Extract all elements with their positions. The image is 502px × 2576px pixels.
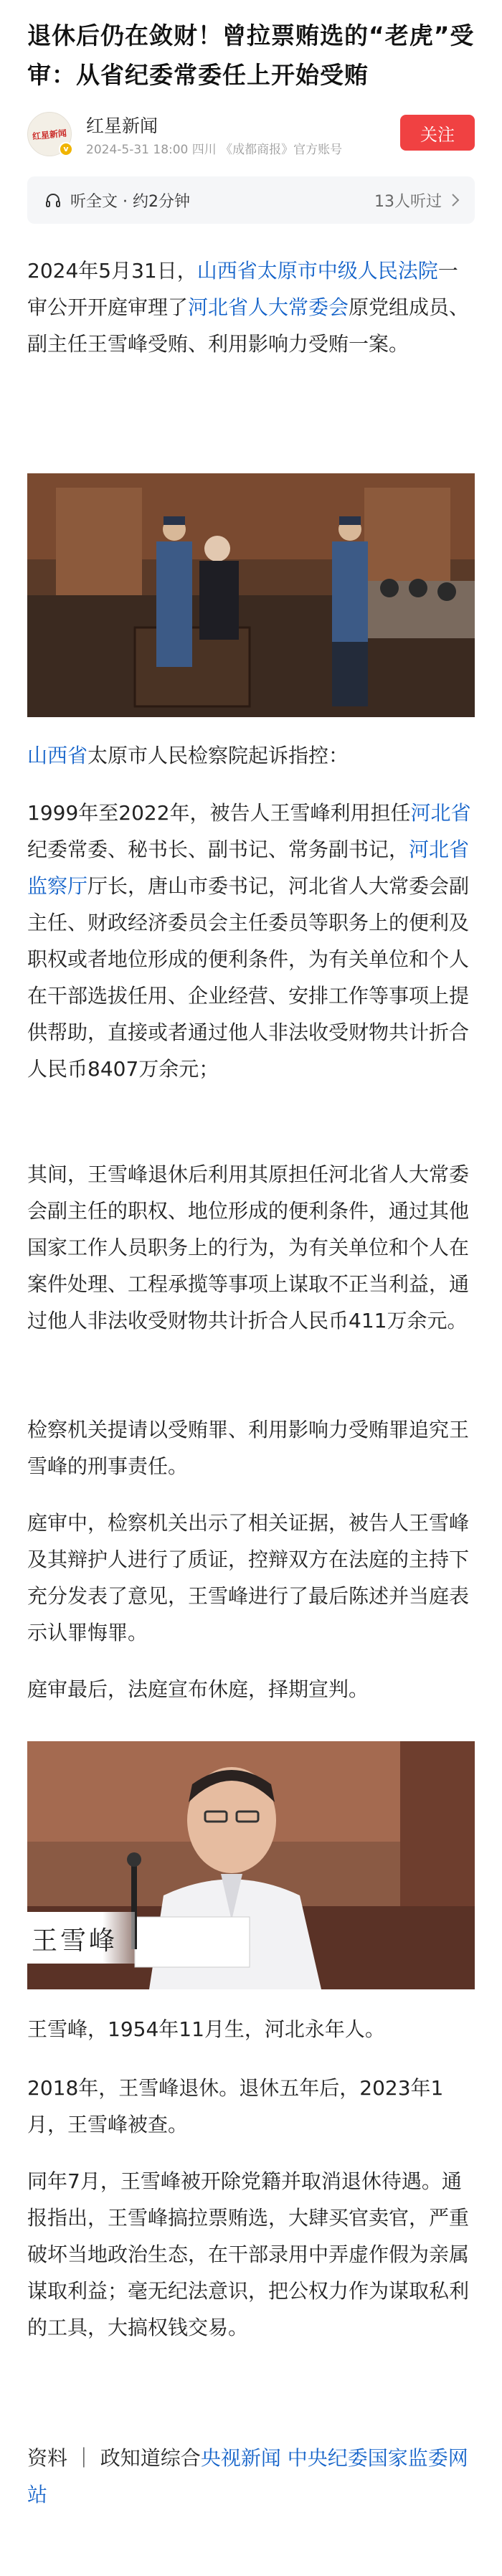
text: 太原市人民检察院起诉指控： <box>87 744 349 767</box>
text: 1999年至2022年，被告人王雪峰利用担任 <box>27 801 411 825</box>
listen-bar[interactable] <box>27 176 475 224</box>
author-bar <box>27 109 475 161</box>
text: 资料 ｜ 政知道综合 <box>27 2446 201 2470</box>
listen-count: 13人听过 <box>374 193 442 211</box>
link-hebei-npc[interactable]: 河北省人大常委会 <box>188 295 349 319</box>
avatar-logo: 红星新闻 <box>32 128 67 141</box>
name-caption: 王雪峰 <box>32 1926 118 1956</box>
paragraph-6: 庭审中，检察机关出示了相关证据，被告人王雪峰及其辩护人进行了质证，控辩双方在法庭的主持下充分发表了意见，王雪峰进行了最后陈述并当庭表示认罪悔罪。 <box>27 1511 470 1644</box>
link-cctv[interactable]: 央视新闻 <box>200 2446 281 2470</box>
paragraph-source <box>27 2440 475 2513</box>
article-title: 退休后仍在敛财！曾拉票贿选的“老虎”受审：从省纪委常委任上开始受贿 <box>27 22 475 89</box>
paragraph-1 <box>27 252 475 362</box>
text <box>281 2446 288 2470</box>
link-hebei[interactable]: 河北省 <box>410 801 471 825</box>
text: 厅长，唐山市委书记，河北省人大常委会副主任、财政经济委员会主任委员等职务上的便利及职权或者地位形成的便利条件，为有关单位和个人在干部选拔任用、企业经营、安排工作等事项上提供帮助，直接或者通过他人非法收受财物共计折合人民币8407万余元； <box>27 874 470 1081</box>
text: 2024年5月31日， <box>27 259 197 283</box>
paragraph-7: 庭审最后，法庭宣布休庭，择期宣判。 <box>27 1677 369 1701</box>
paragraph-3 <box>27 795 475 1087</box>
text: 纪委常委、秘书长、副书记、常务副书记， <box>27 838 409 861</box>
text: 原党组成员、副主任王雪峰受贿、利用影响力受贿一案。 <box>27 295 470 356</box>
verified-badge-icon: v <box>59 142 73 156</box>
portrait-photo[interactable] <box>27 1741 475 1989</box>
paragraph-5: 检察机关提请以受贿罪、利用影响力受贿罪追究王雪峰的刑事责任。 <box>27 1418 470 1478</box>
chevron-right-icon <box>450 192 460 208</box>
paragraph-10: 同年7月，王雪峰被开除党籍并取消退休待遇。通报指出，王雪峰搞拉票贿选，大肆买官卖官，严重破坏当地政治生态，在干部录用中弄虚作假为亲属谋取利益；毫无纪法意识，把公权力作为谋取私利的工具，大搞权钱交易。 <box>27 2169 470 2339</box>
listen-label: 听全文 · 约2分钟 <box>70 193 190 211</box>
name-caption-banner <box>27 1912 135 1964</box>
link-supervision-dept[interactable]: 河北省监察厅 <box>27 838 470 898</box>
author-meta: 2024-5-31 18:00 四川 《成都商报》官方账号 <box>86 143 343 157</box>
headphones-icon <box>44 191 62 209</box>
paragraph-4: 其间，王雪峰退休后利用其原担任河北省人大常委会副主任的职权、地位形成的便利条件，通过其他国家工作人员职务上的行为，为有关单位和个人在案件处理、工程承揽等事项上谋取不正当利益，通过他人非法收受财物共计折合人民币411万余元。 <box>27 1162 470 1332</box>
link-court[interactable]: 山西省太原市中级人民法院 <box>196 259 438 283</box>
text: 一审公开开庭审理了 <box>27 259 458 319</box>
court-photo[interactable] <box>27 473 475 717</box>
paragraph-2 <box>27 737 475 774</box>
link-shanxi[interactable]: 山西省 <box>27 744 88 767</box>
paragraph-8: 王雪峰，1954年11月生，河北永年人。 <box>27 2017 385 2041</box>
link-ccdi[interactable]: 中央纪委国家监委网站 <box>27 2446 468 2506</box>
paragraph-9: 2018年，王雪峰退休。退休五年后，2023年1月，王雪峰被查。 <box>27 2076 444 2136</box>
follow-button[interactable]: 关注 <box>400 115 475 151</box>
author-name[interactable]: 红星新闻 <box>86 115 158 136</box>
